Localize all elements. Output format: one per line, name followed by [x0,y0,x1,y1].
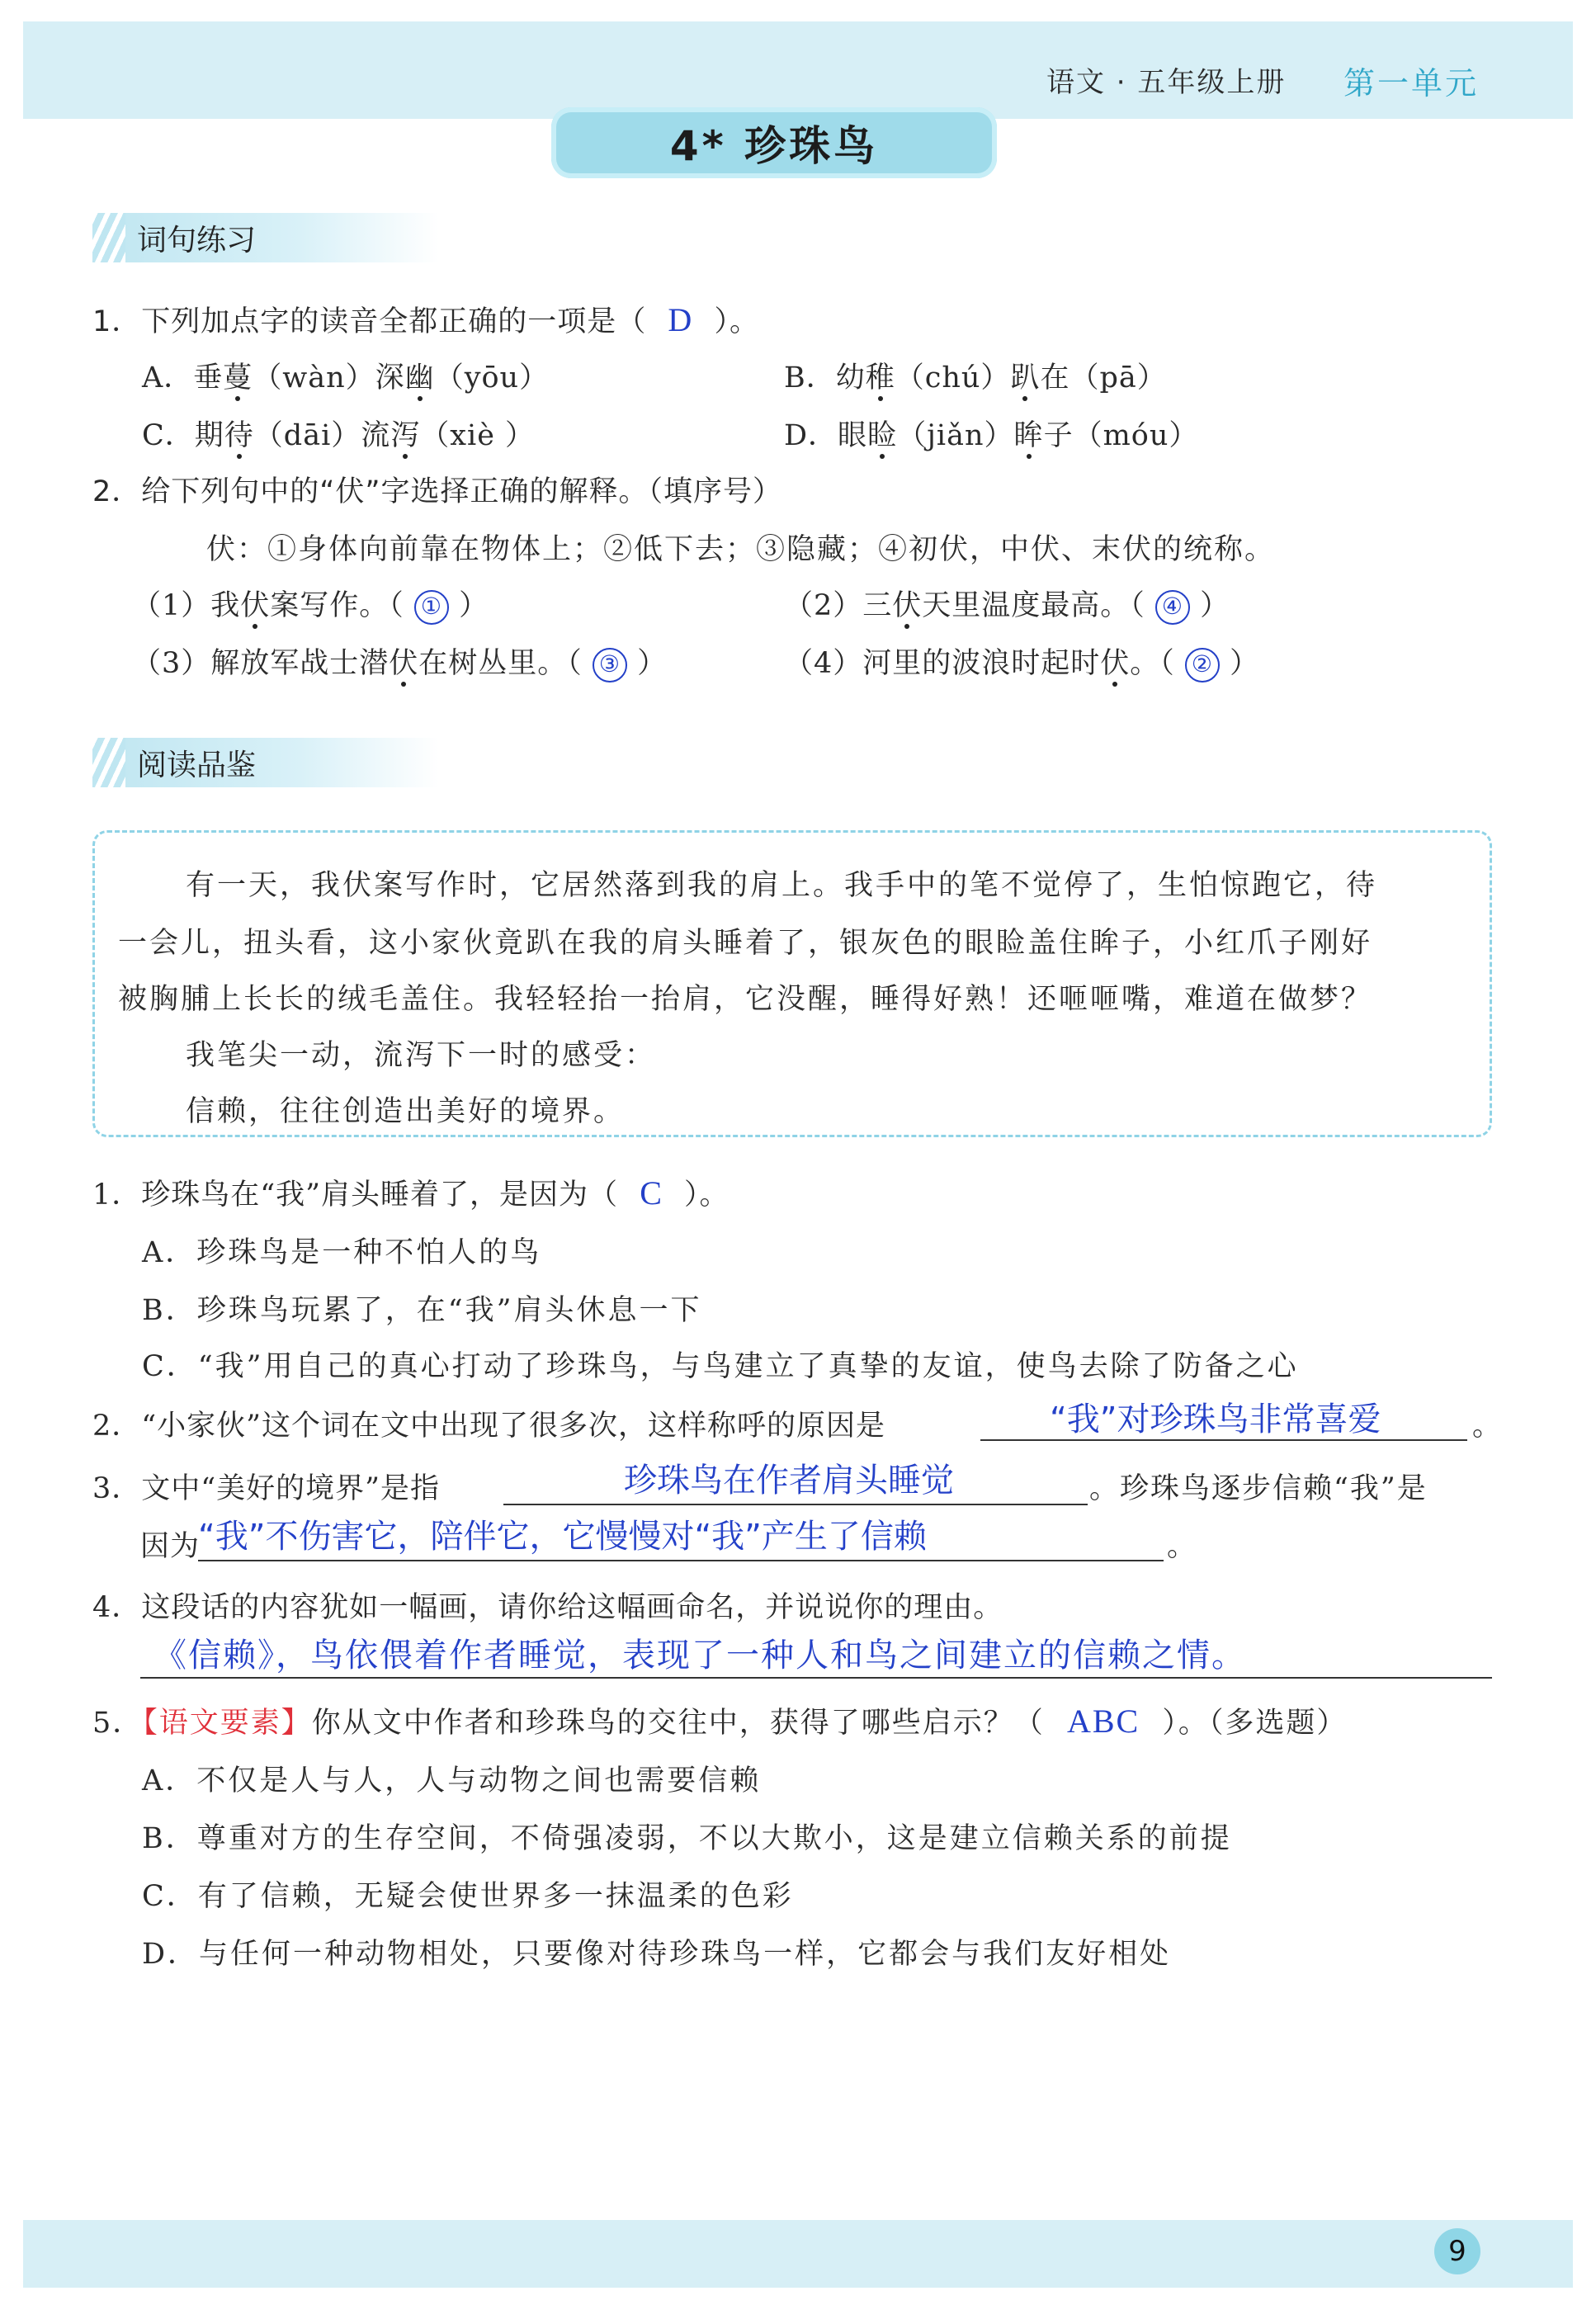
reading-question-4-answer: 《信赖》，鸟依偎着作者睡觉，表现了一种人和鸟之间建立的信赖之情。 [153,1637,1246,1674]
reading-question-3-answer-2: “我”不伤害它，陪伴它，它慢慢对“我”产生了信赖 [198,1518,927,1556]
passage-line: 信赖，往往创造出美好的境界。 [186,1095,626,1128]
sub-item-2 [784,583,1230,625]
dotted-char: 趴 [1010,361,1041,394]
sub-item-text: 。（ [1130,647,1175,680]
section-reading-label [92,738,439,787]
sub-item-answer: ④ [1155,590,1190,625]
reading-question-4: 4．这段话的内容犹如一幅画，请你给这幅画命名，并说说你的理由。 [92,1591,1003,1624]
option-text: 子（móu） [1043,419,1199,452]
dotted-char: 伏 [240,589,271,622]
header-unit: 第一单元 [1343,65,1480,102]
stripe-decoration [92,738,125,787]
reading-q1-option-c: C．“我”用自己的真心打动了珍珠鸟，与鸟建立了真挚的友谊，使鸟去除了防备之心 [142,1350,1299,1383]
reading-question-3-tail: 。 [1167,1530,1197,1563]
page-number: 9 [1434,2228,1480,2274]
definition-line: 伏：①身体向前靠在物体上；②低下去；③隐藏；④初伏，中伏、末伏的统称。 [206,533,1276,566]
passage-line: 有一天，我伏案写作时，它居然落到我的肩上。我手中的笔不觉停了，生怕惊跑它，待 [186,869,1378,902]
option-b [784,355,1167,396]
dotted-char: 幽 [404,361,435,394]
answer-blank [140,1677,1492,1679]
language-element-tag: 【语文要素】 [143,1707,312,1740]
question-1 [92,299,759,340]
sub-item-text: ） [1200,589,1230,622]
reading-question-2: 2．“小家伙”这个词在文中出现了很多次，这样称呼的原因是 [92,1410,886,1443]
question-1-stem: 1．下列加点字的读音全都正确的一项是（ [92,305,647,338]
reading-question-3: 3．文中“美好的境界”是指 [92,1472,441,1505]
stripe-decoration [92,213,125,262]
reading-question-2-tail: 。 [1472,1410,1503,1443]
option-text: （chú） [895,361,1011,394]
sub-item-text: ） [459,589,489,622]
question-tail: ）。 [684,1178,730,1212]
sub-item-answer: ① [414,590,449,625]
reading-question-3-mid: 。珍珠鸟逐步信赖“我”是 [1089,1472,1428,1505]
answer-blank [503,1504,1088,1505]
option-text: （dāi）流 [253,419,391,452]
question-1-tail: ）。 [714,305,759,338]
dotted-char: 待 [224,419,254,452]
reading-question-1 [92,1172,730,1213]
sub-item-1 [132,583,489,625]
header-subject: 语文 · 五年级上册 [1046,66,1287,99]
passage-line: 被胸脯上长长的绒毛盖住。我轻轻抬一抬肩，它没醒，睡得好熟！还咂咂嘴，难道在做梦？ [118,983,1373,1016]
dotted-char: 伏 [1100,647,1131,680]
sub-item-text: ） [637,647,668,680]
section-vocab-label [92,213,439,262]
option-text: （yōu） [434,361,550,394]
dotted-char: 睑 [867,419,898,452]
reading-passage [92,830,1492,1137]
question-tail: ）。（多选题） [1162,1707,1348,1740]
question-1-answer: D [668,301,693,338]
reading-q5-option-a: A．不仅是人与人，人与动物之间也需要信赖 [142,1764,762,1797]
passage-line: 我笔尖一动，流泻下一时的感受： [186,1039,657,1072]
passage-line: 一会儿，扭头看，这小家伙竟趴在我的肩头睡着了，银灰色的眼睑盖住眸子，小红爪子刚好 [118,927,1373,960]
option-text: （wàn）深 [253,361,405,394]
reading-question-3-line2: 因为 [140,1530,201,1563]
dotted-char: 蔓 [223,361,253,394]
option-text: 在（pā） [1040,361,1167,394]
reading-q5-option-c: C．有了信赖，无疑会使世界多一抹温柔的色彩 [142,1880,794,1913]
section-reading-text: 阅读品鉴 [137,748,257,782]
question-2: 2．给下列句中的“伏”字选择正确的解释。（填序号） [92,475,783,508]
reading-question-1-answer: C [640,1174,663,1212]
option-text: A．垂 [142,361,224,394]
reading-question-5-answer: ABC [1066,1703,1140,1740]
sub-item-3 [132,640,667,683]
option-c [142,413,535,454]
sub-item-text: 在树丛里。（ [418,647,583,680]
sub-item-text: （4）河里的波浪时起时 [784,647,1101,680]
dotted-char: 稚 [865,361,895,394]
reading-q5-option-b: B．尊重对方的生存空间，不倚强凌弱，不以大欺小，这是建立信赖关系的前提 [142,1822,1232,1855]
section-vocab-text: 词句练习 [137,223,257,257]
dotted-char: 泻 [390,419,421,452]
reading-question-2-answer: “我”对珍珠鸟非常喜爱 [1050,1400,1381,1438]
reading-question-5 [92,1700,1347,1741]
sub-item-answer: ② [1185,648,1220,683]
reading-question-3-answer-1: 珍珠鸟在作者肩头睡觉 [624,1462,954,1500]
reading-q5-option-d: D．与任何一种动物相处，只要像对待珍珠鸟一样，它都会与我们友好相处 [142,1938,1172,1971]
option-a [142,355,549,396]
option-text: （jiǎn） [897,419,1014,452]
option-d [784,413,1198,454]
reading-q1-option-b: B．珍珠鸟玩累了，在“我”肩头休息一下 [142,1294,702,1327]
lesson-title: 4* 珍珠鸟 [551,107,997,178]
question-stem: 1．珍珠鸟在“我”肩头睡着了，是因为（ [92,1178,619,1212]
option-text: C．期 [142,419,224,452]
sub-item-text: （1）我 [132,589,241,622]
header-band [23,21,1573,119]
sub-item-text: ） [1230,647,1260,680]
question-number: 5． [92,1707,144,1740]
option-text: D．眼 [784,419,868,452]
sub-item-text: （2）三 [784,589,893,622]
sub-item-text: 天里温度最高。（ [922,589,1145,622]
sub-item-4 [784,640,1259,683]
option-text: B．幼 [784,361,866,394]
dotted-char: 伏 [892,589,923,622]
footer-band [23,2220,1573,2288]
dotted-char: 伏 [389,647,419,680]
dotted-char: 眸 [1013,419,1044,452]
sub-item-answer: ③ [593,648,627,683]
sub-item-text: （3）解放军战士潜 [132,647,390,680]
reading-q1-option-a: A．珍珠鸟是一种不怕人的鸟 [142,1236,542,1269]
option-text: （xiè ） [420,419,536,452]
sub-item-text: 案写作。（ [270,589,404,622]
question-stem: 你从文中作者和珍珠鸟的交往中，获得了哪些启示？（ [311,1707,1045,1740]
answer-blank [198,1560,1164,1561]
